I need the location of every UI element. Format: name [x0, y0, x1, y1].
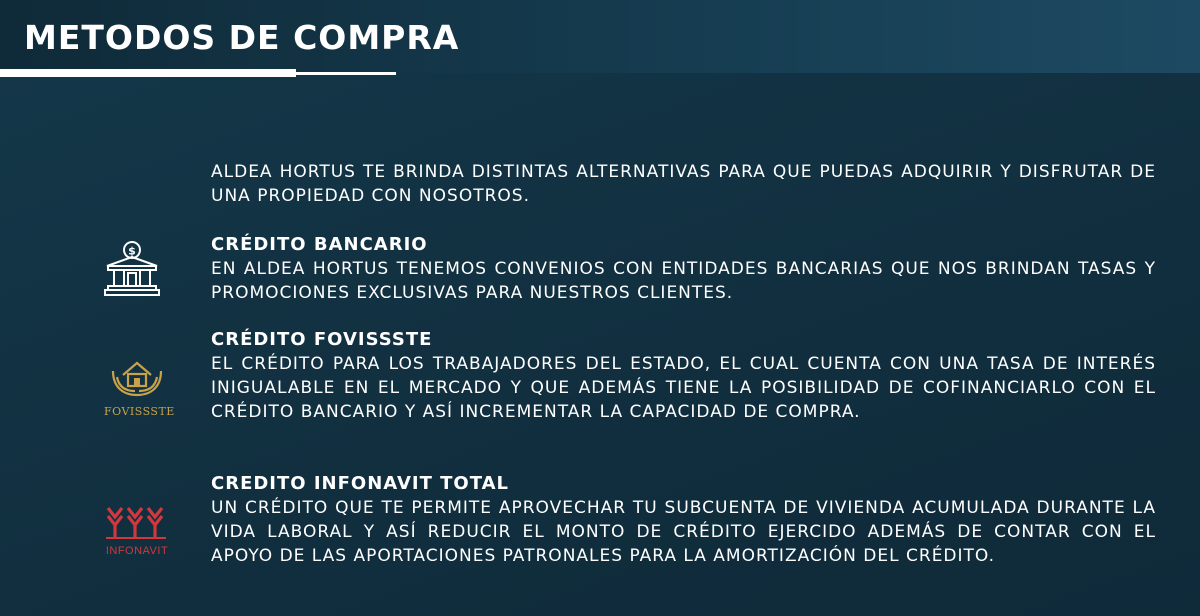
header-bar — [0, 0, 1200, 73]
section-text: EN ALDEA HORTUS TENEMOS CONVENIOS CON ENTIDADES BANCARIAS QUE NOS BRINDAN TASAS Y PROMOCIONES EXCLUSIVAS PARA NUESTROS CLIENTES. — [211, 259, 1156, 303]
page-title: METODOS DE COMPRA — [24, 18, 460, 57]
intro-text: ALDEA HORTUS TE BRINDA DISTINTAS ALTERNATIVAS PARA QUE PUEDAS ADQUIRIR Y DISFRUTAR DE UNA PROPIEDAD CON NOSOTROS. — [211, 162, 1156, 206]
section-credito-bancario — [211, 233, 1156, 305]
section-heading: CRÉDITO FOVISSSTE — [211, 329, 433, 350]
section-credito-fovissste — [211, 328, 1156, 424]
infonavit-logo-text: INFONAVIT — [105, 545, 169, 557]
infonavit-logo — [102, 504, 172, 557]
section-text: UN CRÉDITO QUE TE PERMITE APROVECHAR TU SUBCUENTA DE VIVIENDA ACUMULADA DURANTE LA VIDA LABORAL Y ASÍ REDUCIR EL MONTO DE CRÉDITO EJERCIDO ADEMÁS DE CONTAR CON EL APOYO DE LAS APORTACIONES PATRONALES PARA LA AMORTIZACIÓN DEL CRÉDITO. — [211, 498, 1156, 566]
fovissste-logo-text: FOVISSSTE — [104, 405, 175, 418]
bank-icon — [104, 240, 160, 302]
section-heading: CREDITO INFONAVIT TOTAL — [211, 473, 510, 494]
section-heading: CRÉDITO BANCARIO — [211, 234, 428, 255]
title-underline — [0, 69, 296, 77]
intro-text-block — [211, 160, 1156, 208]
section-credito-infonavit — [211, 472, 1156, 568]
svg-text:$: $ — [128, 244, 136, 258]
section-text: EL CRÉDITO PARA LOS TRABAJADORES DEL ESTADO, EL CUAL CUENTA CON UNA TASA DE INTERÉS INIGUALABLE EN EL MERCADO Y QUE ADEMÁS TIENE LA POSIBILIDAD DE COFINANCIARLO CON EL CRÉDITO BANCARIO Y ASÍ INCREMENTAR LA CAPACIDAD DE COMPRA. — [211, 354, 1156, 422]
fovissste-logo — [104, 357, 175, 418]
title-underline-thin — [296, 72, 396, 75]
